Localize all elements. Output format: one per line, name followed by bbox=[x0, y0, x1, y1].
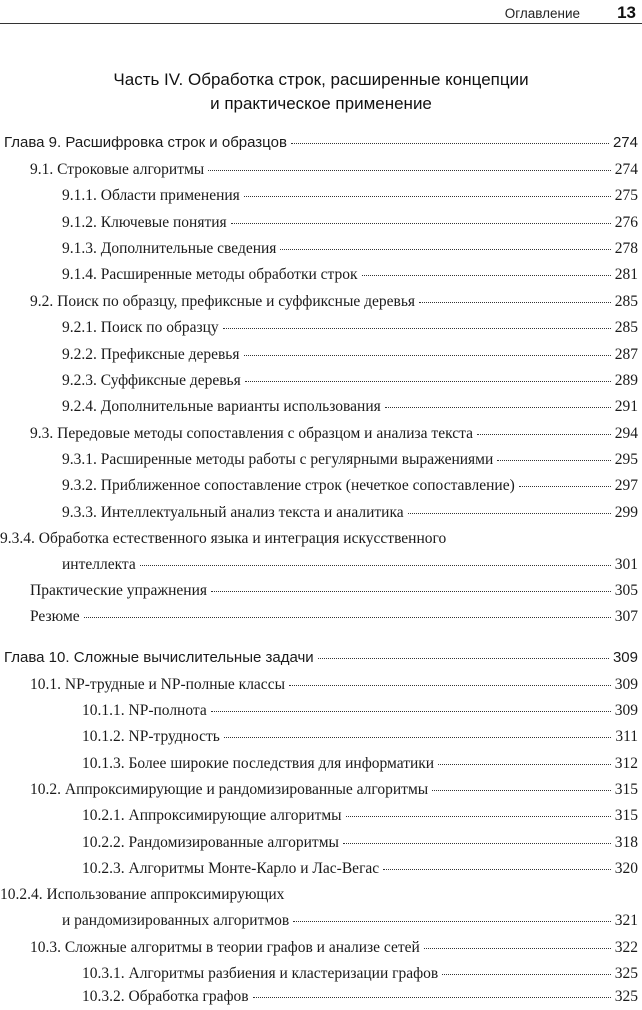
toc-page: 274 bbox=[614, 161, 638, 178]
toc-leader bbox=[343, 843, 611, 844]
toc-label: 9.3.3. Интеллектуальный анализ текста и аналитика bbox=[62, 504, 404, 521]
toc-leader bbox=[211, 591, 611, 592]
toc-entry[interactable] bbox=[0, 210, 642, 236]
header-rule bbox=[0, 23, 642, 24]
header-page-number: 13 bbox=[617, 3, 636, 22]
toc-leader bbox=[385, 407, 611, 408]
toc-entry[interactable] bbox=[0, 526, 642, 578]
toc-leader bbox=[346, 816, 611, 817]
toc-entry[interactable] bbox=[0, 777, 642, 803]
toc-label: 9.1.2. Ключевые понятия bbox=[62, 214, 227, 231]
toc-leader bbox=[231, 223, 611, 224]
toc-entry[interactable] bbox=[0, 672, 642, 698]
toc-page: 285 bbox=[614, 319, 638, 336]
toc-entry[interactable] bbox=[0, 856, 642, 882]
toc-label: 9.2. Поиск по образцу, префиксные и суффиксные деревья bbox=[30, 293, 416, 310]
toc-page: 315 bbox=[614, 781, 638, 798]
toc-page: 281 bbox=[614, 266, 638, 283]
toc-entry[interactable] bbox=[0, 183, 642, 209]
toc-page: 309 bbox=[612, 649, 638, 666]
header-title: Оглавление bbox=[504, 6, 580, 21]
toc-entry[interactable] bbox=[0, 751, 642, 777]
toc-page: 325 bbox=[614, 965, 638, 982]
toc-label: 10.1. NP-трудные и NP-полные классы bbox=[30, 676, 285, 693]
toc-label: Резюме bbox=[30, 608, 80, 625]
toc-page: 325 bbox=[614, 988, 638, 1005]
toc-page: 311 bbox=[615, 728, 638, 745]
toc-entry[interactable] bbox=[0, 578, 642, 604]
toc-leader bbox=[244, 355, 611, 356]
toc-label: 10.1.1. NP-полнота bbox=[82, 702, 207, 719]
toc-entry[interactable] bbox=[0, 342, 642, 368]
toc-label: Глава 10. Сложные вычислительные задачи bbox=[4, 649, 314, 666]
toc-page: 285 bbox=[614, 293, 638, 310]
toc-page: 278 bbox=[614, 240, 638, 257]
toc-entry[interactable] bbox=[0, 974, 642, 1005]
toc-entry[interactable] bbox=[0, 315, 642, 341]
toc-page: 309 bbox=[614, 702, 638, 719]
toc-leader bbox=[211, 711, 611, 712]
toc-leader bbox=[244, 196, 611, 197]
toc-entry[interactable] bbox=[0, 368, 642, 394]
toc-label: 9.3.1. Расширенные методы работы с регулярными выражениями bbox=[62, 451, 494, 468]
toc-label: 9.2.2. Префиксные деревья bbox=[62, 346, 240, 363]
toc-leader bbox=[497, 460, 610, 461]
toc-entry[interactable] bbox=[0, 262, 642, 288]
toc-leader bbox=[432, 790, 611, 791]
part-title bbox=[0, 68, 642, 116]
toc-page: 297 bbox=[614, 477, 638, 494]
toc-entry[interactable] bbox=[0, 394, 642, 420]
toc-page: 276 bbox=[614, 214, 638, 231]
toc-entry[interactable] bbox=[0, 421, 642, 447]
toc-page: 309 bbox=[614, 676, 638, 693]
toc-page: 274 bbox=[612, 134, 638, 151]
toc-leader bbox=[291, 143, 609, 144]
toc-label: 10.3. Сложные алгоритмы в теории графов и анализе сетей bbox=[30, 939, 420, 956]
toc-page: 320 bbox=[614, 860, 638, 877]
toc-label-line1: 10.2.4. Использование аппроксимирующих bbox=[0, 886, 285, 903]
toc-label-line1: 9.3.4. Обработка естественного языка и интеграция искусственного bbox=[0, 530, 447, 547]
toc-label: 9.2.4. Дополнительные варианты использования bbox=[62, 398, 381, 415]
toc-page: 299 bbox=[614, 504, 638, 521]
part-title-line2: и практическое применение bbox=[210, 94, 432, 113]
toc-leader bbox=[362, 275, 611, 276]
toc-label: 10.2.1. Аппроксимирующие алгоритмы bbox=[82, 807, 342, 824]
toc-chapter-10[interactable] bbox=[0, 645, 642, 671]
toc-page: 289 bbox=[614, 372, 638, 389]
toc-leader bbox=[477, 434, 611, 435]
toc-page: 312 bbox=[614, 755, 638, 772]
toc-page: 301 bbox=[614, 556, 638, 573]
toc-page: 322 bbox=[614, 939, 638, 956]
toc-entry[interactable] bbox=[0, 724, 642, 750]
toc-label: 10.2. Аппроксимирующие и рандомизированные алгоритмы bbox=[30, 781, 429, 798]
part-title-line1: Часть IV. Обработка строк, расширенные концепции bbox=[113, 70, 529, 89]
toc-label: 10.1.2. NP-трудность bbox=[82, 728, 220, 745]
toc-entry[interactable] bbox=[0, 289, 642, 315]
toc-entry[interactable] bbox=[0, 236, 642, 262]
toc-page: 321 bbox=[614, 912, 638, 929]
toc-leader bbox=[245, 381, 611, 382]
toc-entry[interactable] bbox=[0, 157, 642, 183]
running-header bbox=[0, 0, 642, 24]
toc-leader bbox=[84, 617, 611, 618]
toc-page: 291 bbox=[614, 398, 638, 415]
toc-label: 9.1. Строковые алгоритмы bbox=[30, 161, 205, 178]
toc-label: Глава 9. Расшифровка строк и образцов bbox=[4, 134, 287, 151]
toc-leader bbox=[383, 869, 611, 870]
toc-entry[interactable] bbox=[0, 604, 642, 630]
toc-label: 9.3. Передовые методы сопоставления с образцом и анализа текста bbox=[30, 425, 473, 442]
toc-leader bbox=[318, 658, 609, 659]
toc-label: 10.2.2. Рандомизированные алгоритмы bbox=[82, 834, 339, 851]
toc-page: 275 bbox=[614, 187, 638, 204]
toc-label: 10.3.2. Обработка графов bbox=[82, 988, 249, 1005]
toc-chapter-9[interactable] bbox=[0, 130, 642, 156]
toc-leader bbox=[223, 328, 611, 329]
toc-leader bbox=[519, 486, 611, 487]
toc-label: 9.1.1. Области применения bbox=[62, 187, 240, 204]
toc-leader bbox=[253, 997, 611, 998]
toc-label-line2: и рандомизированных алгоритмов bbox=[62, 912, 290, 929]
toc-label: 9.1.3. Дополнительные сведения bbox=[62, 240, 277, 257]
toc-entry[interactable] bbox=[0, 830, 642, 856]
toc-label-line2: интеллекта bbox=[62, 556, 136, 573]
toc-label: 9.1.4. Расширенные методы обработки строк bbox=[62, 266, 358, 283]
toc-entry[interactable] bbox=[0, 882, 642, 934]
toc-label: 9.3.2. Приближенное сопоставление строк (нечеткое сопоставление) bbox=[62, 477, 515, 494]
toc-leader bbox=[224, 737, 612, 738]
toc-entry[interactable] bbox=[0, 500, 642, 526]
toc-page: 305 bbox=[614, 582, 638, 599]
toc-label: 9.2.1. Поиск по образцу bbox=[62, 319, 219, 336]
toc-entry[interactable] bbox=[0, 935, 642, 961]
toc-page: 315 bbox=[614, 807, 638, 824]
toc-page: 287 bbox=[614, 346, 638, 363]
toc-leader bbox=[289, 685, 611, 686]
toc-leader bbox=[408, 513, 611, 514]
toc-entry[interactable] bbox=[0, 447, 642, 473]
toc-leader bbox=[293, 921, 611, 922]
toc-leader bbox=[438, 764, 611, 765]
toc-label: 9.2.3. Суффиксные деревья bbox=[62, 372, 241, 389]
toc-leader bbox=[419, 302, 611, 303]
toc-page: 294 bbox=[614, 425, 638, 442]
toc-label: 10.3.1. Алгоритмы разбиения и кластеризации графов bbox=[82, 965, 439, 982]
toc-leader bbox=[140, 565, 611, 566]
toc-leader bbox=[208, 170, 611, 171]
toc-label: Практические упражнения bbox=[30, 582, 208, 599]
toc-leader bbox=[280, 249, 610, 250]
toc-entry[interactable] bbox=[0, 803, 642, 829]
toc-page: 318 bbox=[614, 834, 638, 851]
toc-page: 295 bbox=[614, 451, 638, 468]
toc-page: 307 bbox=[614, 608, 638, 625]
toc-leader bbox=[424, 948, 611, 949]
toc-label: 10.1.3. Более широкие последствия для информатики bbox=[82, 755, 435, 772]
toc-label: 10.2.3. Алгоритмы Монте-Карло и Лас-Вегас bbox=[82, 860, 380, 877]
toc-entry[interactable] bbox=[0, 698, 642, 724]
toc-entry[interactable] bbox=[0, 473, 642, 499]
